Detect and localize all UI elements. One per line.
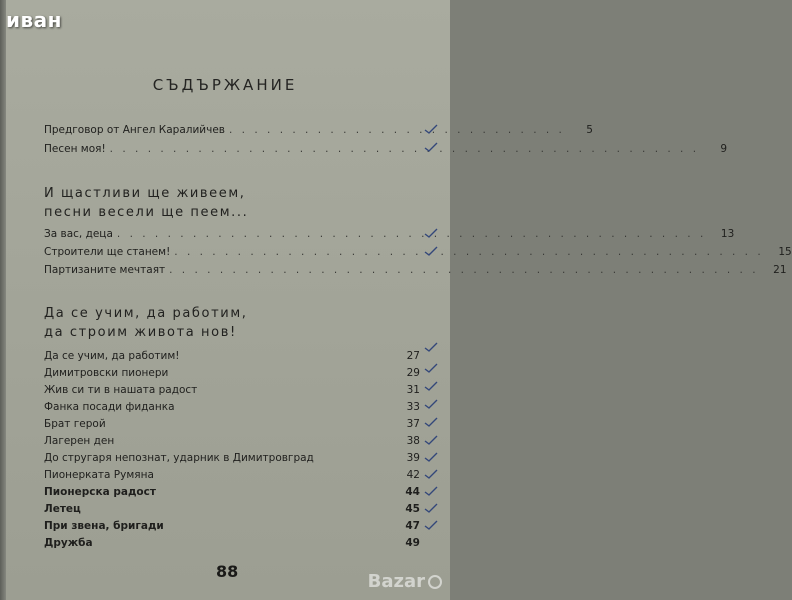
watermark-logo-icon [428, 575, 442, 589]
watermark-text: Bazar [367, 571, 425, 592]
site-label: иван [6, 8, 62, 32]
toc-entry-page: 45 [405, 503, 420, 515]
checkmark-icon [424, 342, 438, 352]
section-heading [44, 184, 248, 222]
toc-entry [44, 264, 787, 280]
toc-entry-title: Фанка посади фиданка [44, 401, 175, 413]
toc-entry [44, 469, 420, 485]
dot-leader: . . . . . . . . . . . . . . . . . . . . . . . . . . . . . . . . . . . . . . . . . . . . . . . [169, 264, 759, 276]
checkmark-icon [424, 503, 438, 513]
toc-entry [44, 350, 420, 366]
toc-entry-title: Партизаните мечтаят [44, 264, 166, 276]
dot-leader: . . . . . . . . . . . . . . . . . . . . . . . . . . . [229, 124, 565, 136]
section-heading-line: И щастливи ще живеем, [44, 186, 246, 201]
toc-entry [44, 452, 420, 468]
toc-entry [44, 124, 593, 140]
toc-entry [44, 503, 420, 519]
toc-entry-page: 33 [406, 401, 420, 413]
toc-entry [44, 486, 420, 502]
toc-entry-page: 15 [778, 246, 792, 258]
toc-entry-title: До стругаря непознат, ударник в Димитровград [44, 452, 314, 464]
toc-entry-page: 49 [405, 537, 420, 549]
checkmark-icon [424, 520, 438, 530]
toc-entry-page: 13 [720, 228, 735, 240]
page-title: СЪДЪРЖАНИЕ [152, 76, 298, 94]
checkmark-icon [424, 452, 438, 462]
checkmark-icon [424, 469, 438, 479]
toc-entry-title: Жив си ти в нашата радост [44, 384, 198, 396]
toc-entry [44, 384, 420, 400]
toc-entry-page: 5 [586, 124, 593, 136]
dot-leader: . . . . . . . . . . . . . . . . . . . . . . . . . . . . . . . . . . . . . . . . . . . . . . . [116, 228, 707, 240]
toc-entry-title: При звена, бригади [44, 520, 164, 532]
dot-leader: . . . . . . . . . . . . . . . . . . . . . . . . . . . . . . . . . . . . . . . . . . . . . . . [109, 143, 700, 155]
section-heading-line: Да се учим, да работим, [44, 306, 248, 321]
checkmark-icon [424, 435, 438, 445]
toc-entry-page: 29 [406, 367, 420, 379]
toc-entry-title: Дружба [44, 537, 93, 549]
checkmark-icon [424, 381, 438, 391]
toc-entry-page: 9 [720, 143, 728, 155]
page-number: 88 [216, 562, 239, 581]
checkmark-icon [424, 399, 438, 409]
toc-entry-title: Строители ще станем! [44, 246, 171, 258]
toc-entry-page: 31 [406, 384, 420, 396]
toc-entry [44, 435, 420, 451]
toc-entry-title: За вас, деца [44, 228, 113, 240]
toc-entry-page: 39 [406, 452, 420, 464]
toc-entry [44, 143, 728, 159]
toc-entry [44, 246, 792, 262]
checkmark-icon [424, 228, 438, 238]
toc-entry-title: Да се учим, да работим! [44, 350, 180, 362]
dot-leader: . . . . . . . . . . . . . . . . . . . . . . . . . . . . . . . . . . . . . . . . . . . . . . . [174, 246, 764, 258]
toc-entry-page: 27 [406, 350, 420, 362]
toc-entry [44, 228, 735, 244]
toc-entry-title: Пионерска радост [44, 486, 156, 498]
toc-entry-title: Летец [44, 503, 81, 515]
watermark [368, 571, 442, 592]
checkmark-icon [424, 246, 438, 256]
toc-entry-title: Предговор от Ангел Каралийчев [44, 124, 225, 136]
toc-entry-title: Димитровски пионери [44, 367, 169, 379]
toc-entry [44, 537, 420, 553]
toc-entry-page: 38 [406, 435, 420, 447]
toc-entry-title: Пионерката Румяна [44, 469, 154, 481]
section-heading-line: песни весели ще пеем... [44, 205, 249, 220]
checkmark-icon [424, 486, 438, 496]
toc-entry [44, 418, 420, 434]
toc-entry-title: Брат герой [44, 418, 106, 430]
checkmark-icon [424, 363, 438, 373]
toc-entry [44, 367, 420, 383]
checkmark-icon [424, 417, 438, 427]
checkmark-icon [424, 142, 438, 152]
section-heading [44, 304, 247, 342]
toc-entry-page: 47 [405, 520, 420, 532]
toc-entry-page: 44 [405, 486, 420, 498]
toc-entry-page: 21 [773, 264, 787, 276]
toc-entry [44, 401, 420, 417]
section-heading-line: да строим живота нов! [44, 325, 237, 340]
toc-entry [44, 520, 420, 536]
toc-entry-page: 42 [406, 469, 420, 481]
toc-entry-title: Лагерен ден [44, 435, 115, 447]
checkmark-icon [424, 124, 438, 134]
toc-entry-page: 37 [406, 418, 420, 430]
toc-entry-title: Песен моя! [44, 143, 106, 155]
